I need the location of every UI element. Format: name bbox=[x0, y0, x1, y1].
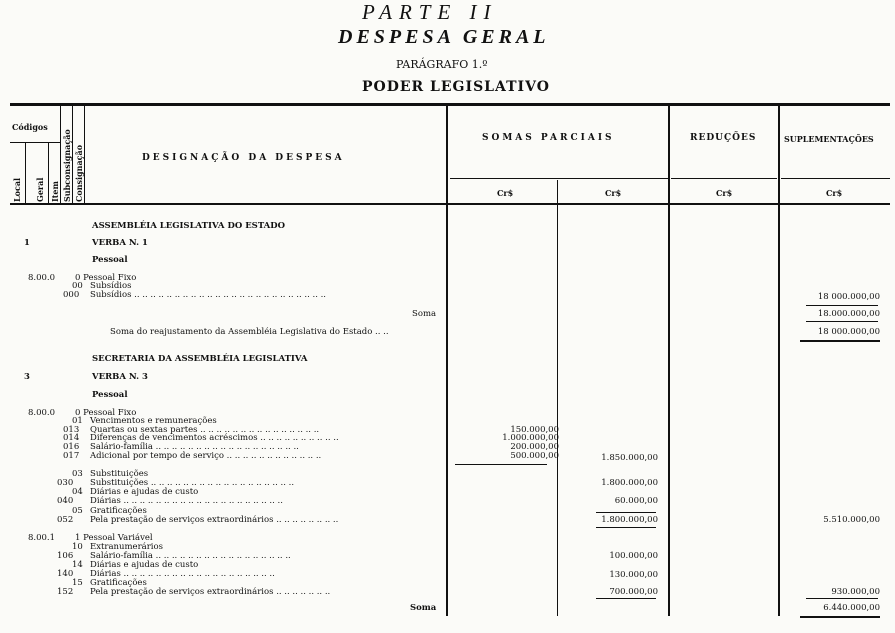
row-code: 1 bbox=[24, 238, 30, 248]
row-text: Diárias .. .. .. .. .. .. .. .. .. .. .. .. .. .. .. .. .. .. .. .. bbox=[90, 496, 283, 506]
row-code: 140 bbox=[57, 569, 74, 579]
row-text: Salário-família .. .. .. .. .. .. .. .. .. .. .. .. .. .. .. .. .. bbox=[90, 551, 291, 561]
row-code: 04 bbox=[72, 487, 83, 497]
section-heading: ASSEMBLÉIA LEGISLATIVA DO ESTADO bbox=[92, 221, 286, 231]
partial-value: 200.000,00 bbox=[510, 442, 559, 452]
double-rule bbox=[800, 340, 880, 342]
row-text: Quartas ou sextas partes .. .. .. .. .. .. .. .. .. .. .. .. .. .. .. bbox=[90, 425, 320, 435]
partial-value: 150.000,00 bbox=[510, 425, 559, 435]
row-text: Extranumerários bbox=[90, 542, 163, 552]
document-title: DESPESA GERAL bbox=[338, 26, 550, 48]
row-code: 8.00.0 bbox=[28, 408, 56, 418]
row-text: Adicional por tempo de serviço .. .. .. .. .. .. .. .. .. .. .. .. bbox=[90, 451, 322, 461]
partial-sum-rule bbox=[596, 598, 656, 599]
reducoes-header: REDUÇÕES bbox=[690, 133, 757, 143]
sup-value: 6.440.000,00 bbox=[823, 603, 880, 613]
row-code: 013 bbox=[63, 425, 80, 435]
part-heading: PARTE II bbox=[362, 0, 498, 24]
table-top-rule bbox=[10, 103, 890, 106]
subtotal-value: 700.000,00 bbox=[609, 587, 658, 597]
col-rule-local bbox=[25, 142, 26, 203]
row-code: 3 bbox=[24, 372, 30, 382]
row-text: Subsídios .. .. .. .. .. .. .. .. .. .. .. .. .. .. .. .. .. .. .. .. .. .. .. .. bbox=[90, 290, 326, 300]
row-text: Pela prestação de serviços extraordinários .. .. .. .. .. .. .. .. bbox=[90, 515, 339, 525]
col-rule-subcons bbox=[72, 106, 73, 203]
row-code: 00 bbox=[72, 281, 83, 291]
sup-value: 18 000.000,00 bbox=[817, 327, 880, 337]
row-code: 152 bbox=[57, 587, 74, 597]
row-text: Soma bbox=[410, 603, 437, 613]
row-code: 14 bbox=[72, 560, 83, 570]
col-rule-somas-mid bbox=[557, 180, 558, 616]
subconsignacao-header: Subconsignação bbox=[62, 129, 72, 202]
row-text: 1 Pessoal Variável bbox=[75, 533, 153, 543]
double-rule bbox=[800, 616, 880, 618]
row-text: Gratificações bbox=[90, 578, 147, 588]
category-heading: Pessoal bbox=[92, 255, 128, 265]
consignacao-header: Consignação bbox=[74, 144, 84, 202]
subtotal-value: 100.000,00 bbox=[609, 551, 658, 561]
sum-rule bbox=[806, 598, 878, 599]
verba-heading: VERBA N. 3 bbox=[92, 372, 148, 382]
col-rule-designacao bbox=[446, 106, 448, 616]
row-text: Substituições .. .. .. .. .. .. .. .. .. .. .. .. .. .. .. .. .. .. bbox=[90, 478, 295, 488]
paragraph-label: PARÁGRAFO 1.º bbox=[396, 58, 488, 71]
row-text: Gratificações bbox=[90, 506, 147, 516]
row-text: Pela prestação de serviços extraordinários .. .. .. .. .. .. .. bbox=[90, 587, 331, 597]
col-rule-geral bbox=[48, 142, 49, 203]
row-code: 052 bbox=[57, 515, 74, 525]
header-bottom-rule bbox=[10, 203, 890, 205]
row-code: 10 bbox=[72, 542, 83, 552]
sup-value: 930.000,00 bbox=[831, 587, 880, 597]
row-text: Vencimentos e remunerações bbox=[90, 416, 217, 426]
row-text: Soma do reajustamento da Assembléia Legislativa do Estado .. .. bbox=[110, 327, 389, 337]
col-rule-cons bbox=[84, 106, 85, 203]
somas-parciais-header: SOMAS PARCIAIS bbox=[482, 133, 615, 143]
row-text: Subsídios bbox=[90, 281, 132, 291]
row-code: 15 bbox=[72, 578, 83, 588]
currency-suplement: Cr$ bbox=[826, 188, 843, 198]
row-code: 01 bbox=[72, 416, 83, 426]
currency-somas-2: Cr$ bbox=[605, 188, 622, 198]
row-code: 014 bbox=[63, 433, 80, 443]
row-code: 8.00.1 bbox=[28, 533, 56, 543]
row-code: 017 bbox=[63, 451, 80, 461]
category-heading: Pessoal bbox=[92, 390, 128, 400]
row-text: 0 Pessoal Fixo bbox=[75, 408, 137, 418]
partial-value: 500.000,00 bbox=[510, 451, 559, 461]
row-code: 106 bbox=[57, 551, 74, 561]
partial-sum-rule bbox=[596, 527, 656, 528]
somas-underline bbox=[450, 178, 668, 179]
row-text: 0 Pessoal Fixo bbox=[75, 273, 137, 283]
row-text: Diárias e ajudas de custo bbox=[90, 487, 199, 497]
row-text: Diárias .. .. .. .. .. .. .. .. .. .. .. .. .. .. .. .. .. .. .. bbox=[90, 569, 275, 579]
sup-value: 5.510.000,00 bbox=[823, 515, 880, 525]
row-code: 040 bbox=[57, 496, 74, 506]
subtotal-value: 1.800.000,00 bbox=[601, 515, 658, 525]
row-code: 05 bbox=[72, 506, 83, 516]
suplement-underline bbox=[781, 178, 890, 179]
sum-rule bbox=[806, 305, 878, 306]
suplementacoes-header: SUPLEMENTAÇÕES bbox=[784, 134, 874, 144]
currency-reducoes: Cr$ bbox=[716, 188, 733, 198]
sup-value: 18.000.000,00 bbox=[817, 309, 880, 319]
item-header: Item bbox=[50, 181, 60, 202]
section-title: PODER LEGISLATIVO bbox=[362, 79, 550, 95]
row-text: Substituições bbox=[90, 469, 149, 479]
row-code: 8.00.0 bbox=[28, 273, 56, 283]
geral-header: Geral bbox=[35, 177, 45, 202]
row-code: 016 bbox=[63, 442, 80, 452]
row-text: Soma bbox=[412, 309, 437, 319]
section-heading: SECRETARIA DA ASSEMBLÉIA LEGISLATIVA bbox=[92, 354, 308, 364]
col-rule-suplement bbox=[778, 106, 780, 616]
local-header: Local bbox=[12, 177, 22, 202]
reducoes-underline bbox=[671, 178, 777, 179]
subtotal-value: 130.000,00 bbox=[609, 570, 658, 580]
row-code: 03 bbox=[72, 469, 83, 479]
row-text: Diárias e ajudas de custo bbox=[90, 560, 199, 570]
subtotal-value: 1.850.000,00 bbox=[601, 453, 658, 463]
codigos-rule bbox=[10, 142, 60, 143]
designacao-header: DESIGNAÇÃO DA DESPESA bbox=[142, 153, 345, 163]
sup-value: 18 000.000,00 bbox=[817, 292, 880, 302]
partial-sum-rule bbox=[455, 464, 547, 465]
row-code: 000 bbox=[63, 290, 80, 300]
partial-value: 1.000.000,00 bbox=[502, 433, 559, 443]
subtotal-value: 60.000,00 bbox=[614, 496, 658, 506]
partial-sum-rule bbox=[596, 512, 656, 513]
subtotal-value: 1.800.000,00 bbox=[601, 478, 658, 488]
row-text: Salário-família .. .. .. .. .. .. .. .. .. .. .. .. .. .. .. .. .. .. bbox=[90, 442, 299, 452]
col-rule-reducoes bbox=[668, 106, 670, 616]
codigos-header: Códigos bbox=[12, 122, 48, 132]
currency-somas-1: Cr$ bbox=[497, 188, 514, 198]
row-code: 030 bbox=[57, 478, 74, 488]
sum-rule bbox=[806, 321, 878, 322]
verba-heading: VERBA N. 1 bbox=[92, 238, 148, 248]
row-text: Diferenças de vencimentos acréscimos .. .. .. .. .. .. .. .. .. .. bbox=[90, 433, 339, 443]
col-rule-item bbox=[60, 106, 61, 203]
